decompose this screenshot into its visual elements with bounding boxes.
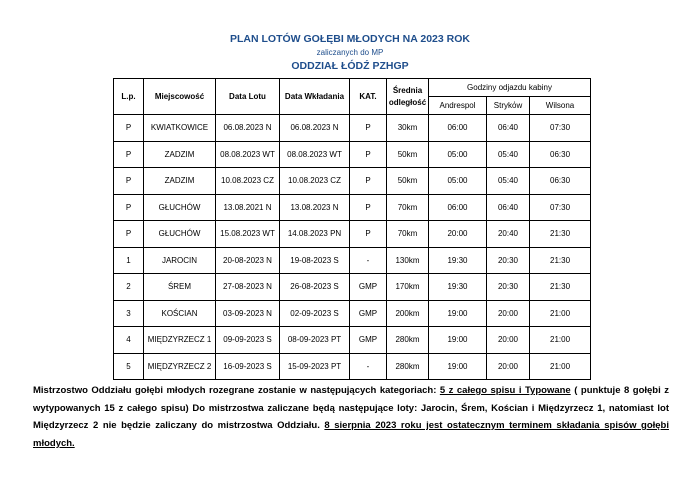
cell-andrespol: 20:00 (429, 221, 487, 248)
cell-flight-date: 08.08.2023 WT (216, 141, 280, 168)
cell-place: MIĘDZYRZECZ 1 (144, 327, 216, 354)
cell-strykow: 20:00 (487, 327, 530, 354)
table-row (114, 194, 591, 221)
cell-flight-date: 06.08.2023 N (216, 115, 280, 142)
cell-wilsona: 21:00 (530, 327, 591, 354)
cell-cat: P (350, 115, 387, 142)
cell-wilsona: 21:30 (530, 221, 591, 248)
document-subtitle: zaliczanych do MP (316, 48, 384, 57)
header-category: KAT. (350, 79, 387, 115)
cell-place: ŚREM (144, 274, 216, 301)
cell-basket-date: 08.08.2023 WT (280, 141, 350, 168)
cell-flight-date: 13.08.2021 N (216, 194, 280, 221)
header-distance-line2: odległość (388, 97, 427, 107)
cell-lp: 5 (114, 353, 144, 380)
flight-plan-table (113, 78, 591, 380)
cell-wilsona: 07:30 (530, 115, 591, 142)
cell-strykow: 20:30 (487, 274, 530, 301)
cell-basket-date: 02-09-2023 S (280, 300, 350, 327)
table-row (114, 300, 591, 327)
cell-wilsona: 07:30 (530, 194, 591, 221)
cell-lp: P (114, 221, 144, 248)
cell-andrespol: 06:00 (429, 194, 487, 221)
header-departure-times: Godziny odjazdu kabiny (429, 79, 591, 97)
header-andrespol: Andrespol (429, 97, 487, 115)
cell-distance: 70km (387, 194, 429, 221)
cell-strykow: 20:00 (487, 353, 530, 380)
cell-flight-date: 03-09-2023 N (216, 300, 280, 327)
table-header-row (114, 79, 591, 97)
cell-andrespol: 06:00 (429, 115, 487, 142)
cell-basket-date: 06.08.2023 N (280, 115, 350, 142)
cell-cat: - (350, 247, 387, 274)
cell-flight-date: 20-08-2023 N (216, 247, 280, 274)
cell-wilsona: 21:30 (530, 247, 591, 274)
cell-cat: - (350, 353, 387, 380)
cell-lp: 2 (114, 274, 144, 301)
cell-andrespol: 19:00 (429, 327, 487, 354)
cell-place: ZADZIM (144, 141, 216, 168)
cell-strykow: 05:40 (487, 168, 530, 195)
cell-flight-date: 27-08-2023 N (216, 274, 280, 301)
table-row (114, 168, 591, 195)
cell-cat: P (350, 141, 387, 168)
header-lp: L.p. (114, 79, 144, 115)
note-part-2: ( punktuje 8 gołębi z wytypowanych 15 z całego spisu) Do mistrzostwa zaliczane będą następujące loty: Jarocin, Śrem, Kościan i Międzyrzecz 1, natomiast lot Międzyrzecz 2 nie będzie zaliczany do mistrzostwa Oddziału. (33, 385, 669, 431)
cell-distance: 50km (387, 141, 429, 168)
table-row (114, 115, 591, 142)
branch-name: ODDZIAŁ ŁÓDŹ PZHGP (291, 60, 409, 72)
cell-place: GŁUCHÓW (144, 194, 216, 221)
cell-strykow: 06:40 (487, 194, 530, 221)
cell-andrespol: 19:00 (429, 353, 487, 380)
note-categories: 5 z całego spisu i Typowane (439, 385, 571, 396)
cell-andrespol: 05:00 (429, 168, 487, 195)
header-strykow: Strykόw (487, 97, 530, 115)
championship-note (33, 382, 669, 452)
cell-cat: GMP (350, 274, 387, 301)
cell-distance: 50km (387, 168, 429, 195)
header-distance-line1: Średnia (392, 85, 423, 95)
cell-cat: GMP (350, 300, 387, 327)
cell-basket-date: 26-08-2023 S (280, 274, 350, 301)
cell-place: KWIATKOWICE (144, 115, 216, 142)
cell-strykow: 20:00 (487, 300, 530, 327)
cell-lp: P (114, 115, 144, 142)
cell-place: KOŚCIAN (144, 300, 216, 327)
table-row (114, 247, 591, 274)
cell-basket-date: 08-09-2023 PT (280, 327, 350, 354)
cell-distance: 280km (387, 327, 429, 354)
cell-wilsona: 21:00 (530, 300, 591, 327)
cell-lp: 4 (114, 327, 144, 354)
cell-distance: 70km (387, 221, 429, 248)
cell-distance: 30km (387, 115, 429, 142)
cell-place: GŁUCHÓW (144, 221, 216, 248)
header-wilsona: Wilsona (530, 97, 591, 115)
cell-flight-date: 15.08.2023 WT (216, 221, 280, 248)
header-basket-date: Data Wkładania (280, 79, 350, 115)
cell-place: MIĘDZYRZECZ 2 (144, 353, 216, 380)
table-row (114, 353, 591, 380)
cell-place: ZADZIM (144, 168, 216, 195)
cell-lp: 3 (114, 300, 144, 327)
cell-cat: GMP (350, 327, 387, 354)
cell-strykow: 20:30 (487, 247, 530, 274)
cell-strykow: 20:40 (487, 221, 530, 248)
cell-wilsona: 06:30 (530, 141, 591, 168)
cell-wilsona: 21:30 (530, 274, 591, 301)
cell-andrespol: 05:00 (429, 141, 487, 168)
cell-flight-date: 16-09-2023 S (216, 353, 280, 380)
header-flight-date: Data Lotu (216, 79, 280, 115)
cell-flight-date: 10.08.2023 CZ (216, 168, 280, 195)
cell-wilsona: 06:30 (530, 168, 591, 195)
cell-basket-date: 10.08.2023 CZ (280, 168, 350, 195)
cell-andrespol: 19:00 (429, 300, 487, 327)
cell-andrespol: 19:30 (429, 247, 487, 274)
cell-wilsona: 21:00 (530, 353, 591, 380)
cell-andrespol: 19:30 (429, 274, 487, 301)
cell-lp: 1 (114, 247, 144, 274)
cell-distance: 200km (387, 300, 429, 327)
header-place: Miejscowość (144, 79, 216, 115)
header-distance (387, 79, 429, 115)
table-row (114, 274, 591, 301)
table-row (114, 221, 591, 248)
cell-cat: P (350, 168, 387, 195)
cell-basket-date: 14.08.2023 PN (280, 221, 350, 248)
cell-lp: P (114, 194, 144, 221)
cell-lp: P (114, 141, 144, 168)
cell-strykow: 05:40 (487, 141, 530, 168)
cell-distance: 170km (387, 274, 429, 301)
document-title: PLAN LOTÓW GOŁĘBI MŁODYCH NA 2023 ROK (230, 33, 470, 45)
cell-lp: P (114, 168, 144, 195)
table-row (114, 327, 591, 354)
cell-basket-date: 19-08-2023 S (280, 247, 350, 274)
table-row (114, 141, 591, 168)
cell-cat: P (350, 221, 387, 248)
cell-cat: P (350, 194, 387, 221)
cell-flight-date: 09-09-2023 S (216, 327, 280, 354)
note-part-1: Mistrzostwo Oddziału gołębi młodych rozegrane zostanie w następujących kategoriach: (33, 385, 440, 396)
note-deadline: 8 sierpnia 2023 roku jest ostatecznym terminem składania spisów gołębi młodych. (33, 420, 669, 449)
cell-basket-date: 15-09-2023 PT (280, 353, 350, 380)
cell-strykow: 06:40 (487, 115, 530, 142)
cell-distance: 280km (387, 353, 429, 380)
cell-place: JAROCIN (144, 247, 216, 274)
cell-distance: 130km (387, 247, 429, 274)
cell-basket-date: 13.08.2023 N (280, 194, 350, 221)
